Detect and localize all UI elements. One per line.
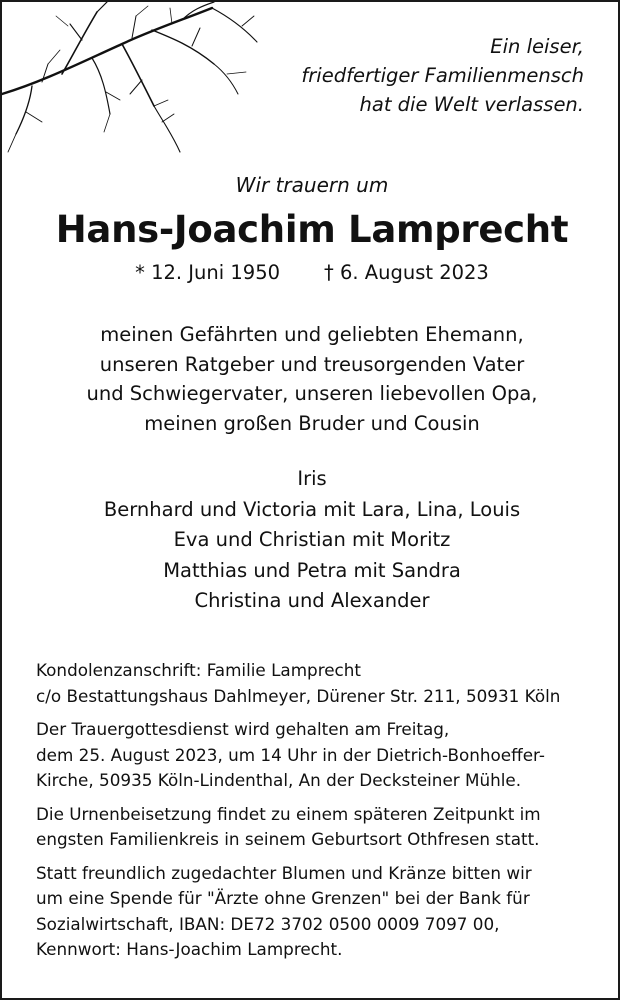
details-line: Der Trauergottesdienst wird gehalten am Freitag, — [36, 719, 450, 739]
details-section — [36, 650, 596, 971]
details-line: Statt freundlich zugedachter Blumen und Kränze bitten wir — [36, 862, 532, 883]
relationship-description — [2, 320, 620, 438]
quote-line: hat die Welt verlassen. — [359, 93, 584, 116]
mourners-list — [2, 464, 620, 617]
mourner-line: Iris — [297, 467, 327, 490]
description-line: meinen Gefährten und geliebten Ehemann, — [100, 323, 524, 346]
details-line: um eine Spende für "Ärzte ohne Grenzen" bei der Bank für — [36, 888, 530, 908]
description-line: und Schwiegervater, unseren liebevollen Opa, — [86, 382, 538, 405]
quote-line: Ein leiser, — [490, 35, 584, 58]
intro-text: Wir trauern um — [235, 173, 389, 197]
details-line: Kennwort: Hans-Joachim Lamprecht. — [36, 939, 343, 959]
details-line: Sozialwirtschaft, IBAN: DE72 3702 0500 0009 7097 00, — [36, 913, 500, 934]
details-line: c/o Bestattungshaus Dahlmeyer, Dürener Str. 211, 50931 Köln — [36, 685, 561, 706]
death-date: † 6. August 2023 — [324, 261, 489, 284]
details-line: dem 25. August 2023, um 14 Uhr in der Dietrich-Bonhoeffer- — [36, 744, 545, 765]
details-line: Die Urnenbeisetzung findet zu einem späteren Zeitpunkt im — [36, 803, 541, 824]
mourner-line: Eva und Christian mit Moritz — [173, 528, 451, 551]
details-line: Kondolenzanschrift: Familie Lamprecht — [36, 660, 362, 680]
birth-date: * 12. Juni 1950 — [135, 261, 281, 284]
details-line: engsten Familienkreis in seinem Geburtsort Othfresen statt. — [36, 829, 540, 849]
tree-branch-illustration — [2, 2, 272, 162]
mourner-line: Christina und Alexander — [194, 589, 430, 612]
details-line: Kirche, 50935 Köln-Lindenthal, An der Decksteiner Mühle. — [36, 770, 522, 790]
description-line: unseren Ratgeber und treusorgenden Vater — [99, 352, 525, 376]
description-line: meinen großen Bruder und Cousin — [144, 411, 480, 435]
mourner-line: Bernhard und Victoria mit Lara, Lina, Louis — [103, 497, 521, 521]
life-dates — [2, 258, 620, 288]
mourner-line: Matthias und Petra mit Sandra — [163, 558, 461, 582]
deceased-name: Hans-Joachim Lamprecht — [55, 208, 569, 251]
quote-line: friedfertiger Familienmensch — [301, 64, 584, 87]
memorial-quote — [264, 32, 584, 119]
